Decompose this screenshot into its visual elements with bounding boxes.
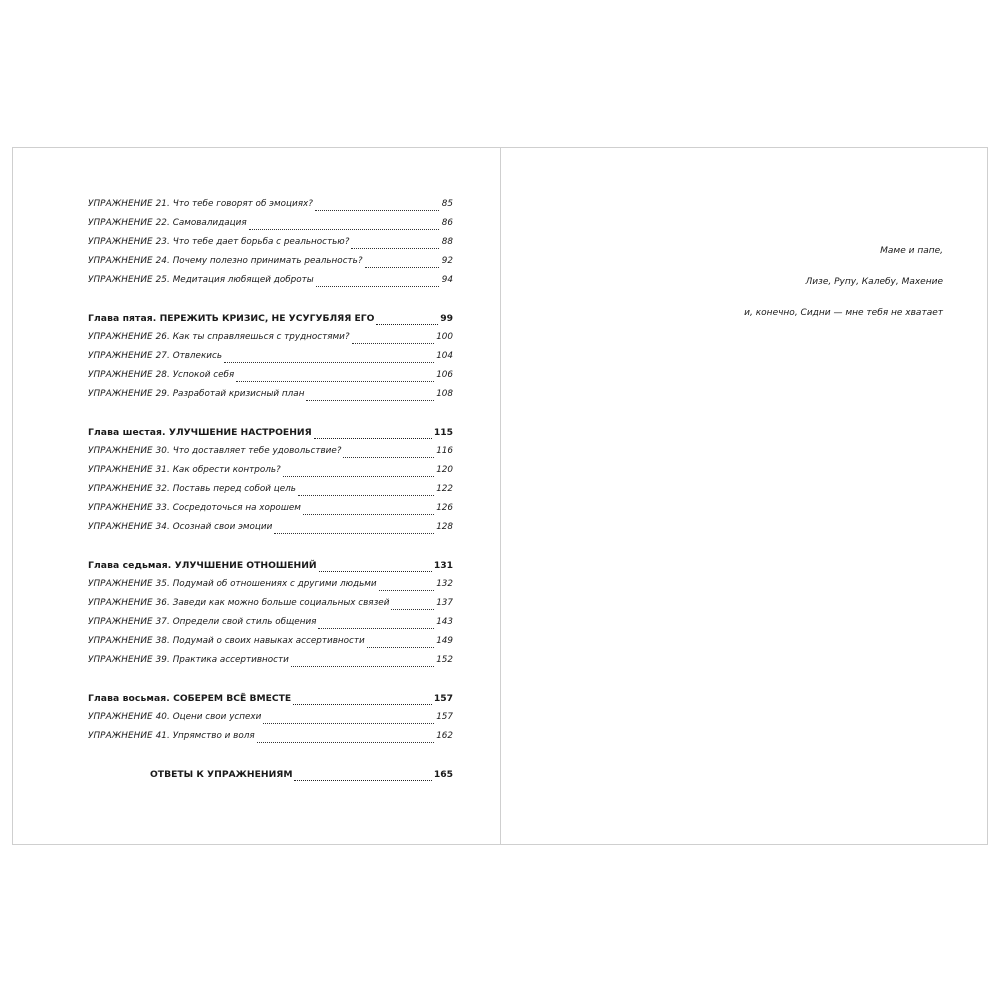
toc-page-number: 85 [441, 199, 453, 209]
toc-exercise-row[interactable] [88, 480, 453, 499]
toc-entry-label [88, 385, 304, 404]
toc-page-number: 131 [433, 560, 453, 571]
toc-entry-title: Практика ассертивности [172, 655, 289, 665]
toc-page-number: 165 [433, 769, 453, 780]
toc-entry-prefix: УПРАЖНЕНИЕ 35. [88, 579, 170, 589]
toc-entry-title: Сосредоточься на хорошем [172, 503, 301, 513]
toc-exercise-row[interactable] [88, 442, 453, 461]
toc-entry-title: Отвлекись [172, 351, 223, 361]
toc-exercise-row[interactable] [88, 518, 453, 537]
toc-entry-prefix: УПРАЖНЕНИЕ 33. [88, 503, 170, 513]
toc-dot-leader [391, 608, 434, 610]
toc-entry-label [88, 613, 316, 632]
toc-exercise-row[interactable] [88, 328, 453, 347]
toc-spacer [88, 746, 453, 765]
toc-entry-label [88, 233, 349, 252]
toc-dot-leader [249, 228, 439, 230]
toc-entry-label [88, 423, 312, 442]
toc-entry-label [88, 499, 301, 518]
toc-dot-leader [224, 361, 434, 363]
toc-exercise-row[interactable] [88, 613, 453, 632]
toc-dot-leader [263, 722, 434, 724]
toc-entry-prefix: УПРАЖНЕНИЕ 32. [88, 484, 170, 494]
toc-exercise-row[interactable] [88, 575, 453, 594]
toc-entry-label [88, 328, 350, 347]
toc-entry-prefix: УПРАЖНЕНИЕ 26. [88, 332, 170, 342]
toc-entry-title: Поставь перед собой цель [172, 484, 296, 494]
toc-entry-prefix: УПРАЖНЕНИЕ 28. [88, 370, 170, 380]
toc-entry-title: Как ты справляешься с трудностями? [172, 332, 350, 342]
toc-dot-leader [236, 380, 434, 382]
toc-page-number: 99 [440, 313, 453, 324]
toc-exercise-row[interactable] [88, 708, 453, 727]
toc-page-number: 137 [436, 598, 453, 608]
toc-answers-row[interactable] [88, 765, 453, 784]
toc-entry-title: Заведи как можно больше социальных связей [172, 598, 390, 608]
toc-dot-leader [367, 646, 435, 648]
toc-exercise-row[interactable] [88, 347, 453, 366]
toc-exercise-row[interactable] [88, 632, 453, 651]
toc-entry-prefix: УПРАЖНЕНИЕ 37. [88, 617, 170, 627]
toc-spacer [88, 537, 453, 556]
toc-exercise-row[interactable] [88, 594, 453, 613]
toc-page-number: 157 [436, 712, 453, 722]
toc-dot-leader [298, 494, 434, 496]
toc-page-number: 122 [436, 484, 453, 494]
toc-entry-label [88, 651, 289, 670]
toc-chapter-row[interactable] [88, 423, 453, 442]
toc-entry-label [88, 214, 247, 233]
toc-entry-prefix: УПРАЖНЕНИЕ 39. [88, 655, 170, 665]
toc-entry-prefix: Глава восьмая. [88, 693, 170, 704]
toc-entry-prefix: УПРАЖНЕНИЕ 38. [88, 636, 170, 646]
toc-entry-title: УЛУЧШЕНИЕ НАСТРОЕНИЯ [168, 427, 312, 438]
toc-page-number: 143 [436, 617, 453, 627]
toc-exercise-row[interactable] [88, 252, 453, 271]
toc-entry-prefix: УПРАЖНЕНИЕ 29. [88, 389, 170, 399]
toc-page-number: 162 [436, 731, 453, 741]
toc-entry-prefix: УПРАЖНЕНИЕ 23. [88, 237, 170, 247]
toc-exercise-row[interactable] [88, 214, 453, 233]
toc-dot-leader [283, 475, 434, 477]
book-spread [12, 147, 988, 845]
toc-entry-label [88, 727, 255, 746]
toc-entry-title: Успокой себя [172, 370, 235, 380]
toc-chapter-row[interactable] [88, 309, 453, 328]
toc-page-number: 116 [436, 446, 453, 456]
toc-dot-leader [343, 456, 434, 458]
toc-exercise-row[interactable] [88, 385, 453, 404]
toc-exercise-row[interactable] [88, 727, 453, 746]
toc-entry-label [88, 480, 296, 499]
toc-dot-leader [293, 703, 432, 705]
toc-page-number: 100 [436, 332, 453, 342]
toc-entry-label [88, 366, 234, 385]
toc-dot-leader [315, 209, 439, 211]
toc-dot-leader [319, 570, 432, 572]
toc-entry-label [88, 271, 314, 290]
toc-dot-leader [257, 741, 435, 743]
toc-page-number: 94 [441, 275, 453, 285]
toc-dot-leader [318, 627, 434, 629]
toc-entry-prefix: УПРАЖНЕНИЕ 40. [88, 712, 170, 722]
toc-entry-title: ОТВЕТЫ К УПРАЖНЕНИЯМ [150, 769, 293, 780]
toc-entry-prefix: УПРАЖНЕНИЕ 30. [88, 446, 170, 456]
toc-entry-label [88, 689, 291, 708]
toc-entry-label [88, 594, 389, 613]
toc-spacer [88, 290, 453, 309]
toc-page-number: 92 [441, 256, 453, 266]
toc-entry-title: УЛУЧШЕНИЕ ОТНОШЕНИЙ [174, 560, 317, 571]
toc-entry-prefix: УПРАЖНЕНИЕ 25. [88, 275, 170, 285]
toc-entry-prefix: Глава пятая. [88, 313, 157, 324]
toc-entry-prefix: УПРАЖНЕНИЕ 41. [88, 731, 170, 741]
toc-entry-label [88, 347, 222, 366]
toc-dot-leader [306, 399, 434, 401]
toc-entry-title: Самовалидация [172, 218, 247, 228]
toc-entry-title: ПЕРЕЖИТЬ КРИЗИС, НЕ УСУГУБЛЯЯ ЕГО [159, 313, 375, 324]
toc-exercise-row[interactable] [88, 271, 453, 290]
toc-entry-title: Определи свой стиль общения [172, 617, 317, 627]
toc-entry-prefix: УПРАЖНЕНИЕ 36. [88, 598, 170, 608]
toc-page-number: 115 [433, 427, 453, 438]
dedication [613, 236, 943, 329]
toc-page-number: 152 [436, 655, 453, 665]
toc-dot-leader [314, 437, 432, 439]
toc-entry-label [88, 708, 261, 727]
toc-entry-prefix: УПРАЖНЕНИЕ 27. [88, 351, 170, 361]
toc-page-number: 86 [441, 218, 453, 228]
toc-dot-leader [303, 513, 434, 515]
toc-entry-title: Упрямство и воля [172, 731, 255, 741]
toc-entry-title: СОБЕРЕМ ВСЁ ВМЕСТЕ [173, 693, 292, 704]
toc-entry-prefix: Глава седьмая. [88, 560, 172, 571]
toc-dot-leader [365, 266, 439, 268]
dedication-line: Лизе, Рупу, Калебу, Махение [805, 277, 943, 287]
toc-page-number: 128 [436, 522, 453, 532]
toc-entry-label [88, 575, 377, 594]
toc-page-number: 104 [436, 351, 453, 361]
toc-dot-leader [274, 532, 434, 534]
toc-entry-title: Что тебе говорят об эмоциях? [172, 199, 313, 209]
toc-dot-leader [351, 247, 439, 249]
toc-exercise-row[interactable] [88, 366, 453, 385]
toc-entry-prefix: Глава шестая. [88, 427, 166, 438]
toc-entry-title: Как обрести контроль? [172, 465, 281, 475]
toc-dot-leader [316, 285, 439, 287]
toc-entry-title: Подумай о своих навыках ассертивности [172, 636, 365, 646]
toc-entry-title: Медитация любящей доброты [172, 275, 314, 285]
toc-exercise-row[interactable] [88, 195, 453, 214]
toc-entry-title: Оцени свои успехи [172, 712, 262, 722]
toc-page-number: 132 [436, 579, 453, 589]
toc-dot-leader [291, 665, 434, 667]
toc-entry-prefix: УПРАЖНЕНИЕ 34. [88, 522, 170, 532]
toc-dot-leader [376, 323, 438, 325]
toc-entry-label [88, 252, 363, 271]
toc-page-number: 120 [436, 465, 453, 475]
toc-dot-leader [352, 342, 435, 344]
toc-entry-label [88, 556, 317, 575]
toc-entry-prefix: УПРАЖНЕНИЕ 31. [88, 465, 170, 475]
table-of-contents [88, 195, 453, 784]
toc-entry-label [88, 309, 374, 328]
toc-entry-title: Разработай кризисный план [172, 389, 305, 399]
toc-entry-prefix: УПРАЖНЕНИЕ 22. [88, 218, 170, 228]
toc-entry-title: Что тебе дает борьба с реальностью? [172, 237, 350, 247]
toc-exercise-row[interactable] [88, 233, 453, 252]
toc-entry-label [88, 461, 281, 480]
toc-page-number: 126 [436, 503, 453, 513]
toc-dot-leader [294, 779, 431, 781]
toc-entry-title: Осознай свои эмоции [172, 522, 273, 532]
dedication-line: Маме и папе, [880, 246, 943, 256]
toc-entry-title: Что доставляет тебе удовольствие? [172, 446, 342, 456]
page-gutter [500, 148, 501, 844]
toc-entry-label [88, 442, 341, 461]
toc-page-number: 106 [436, 370, 453, 380]
toc-exercise-row[interactable] [88, 461, 453, 480]
toc-entry-prefix: УПРАЖНЕНИЕ 21. [88, 199, 170, 209]
toc-page-number: 157 [433, 693, 453, 704]
toc-chapter-row[interactable] [88, 689, 453, 708]
toc-spacer [88, 404, 453, 423]
toc-entry-title: Подумай об отношениях с другими людьми [172, 579, 377, 589]
toc-exercise-row[interactable] [88, 499, 453, 518]
toc-page-number: 149 [436, 636, 453, 646]
toc-entry-label [88, 518, 272, 537]
dedication-line: и, конечно, Сидни — мне тебя не хватает [744, 308, 943, 318]
toc-entry-label [150, 765, 292, 784]
toc-spacer [88, 670, 453, 689]
toc-entry-label [88, 195, 313, 214]
toc-dot-leader [379, 589, 435, 591]
toc-page-number: 108 [436, 389, 453, 399]
toc-page-number: 88 [441, 237, 453, 247]
toc-entry-title: Почему полезно принимать реальность? [172, 256, 363, 266]
toc-entry-prefix: УПРАЖНЕНИЕ 24. [88, 256, 170, 266]
toc-exercise-row[interactable] [88, 651, 453, 670]
toc-entry-label [88, 632, 365, 651]
toc-chapter-row[interactable] [88, 556, 453, 575]
